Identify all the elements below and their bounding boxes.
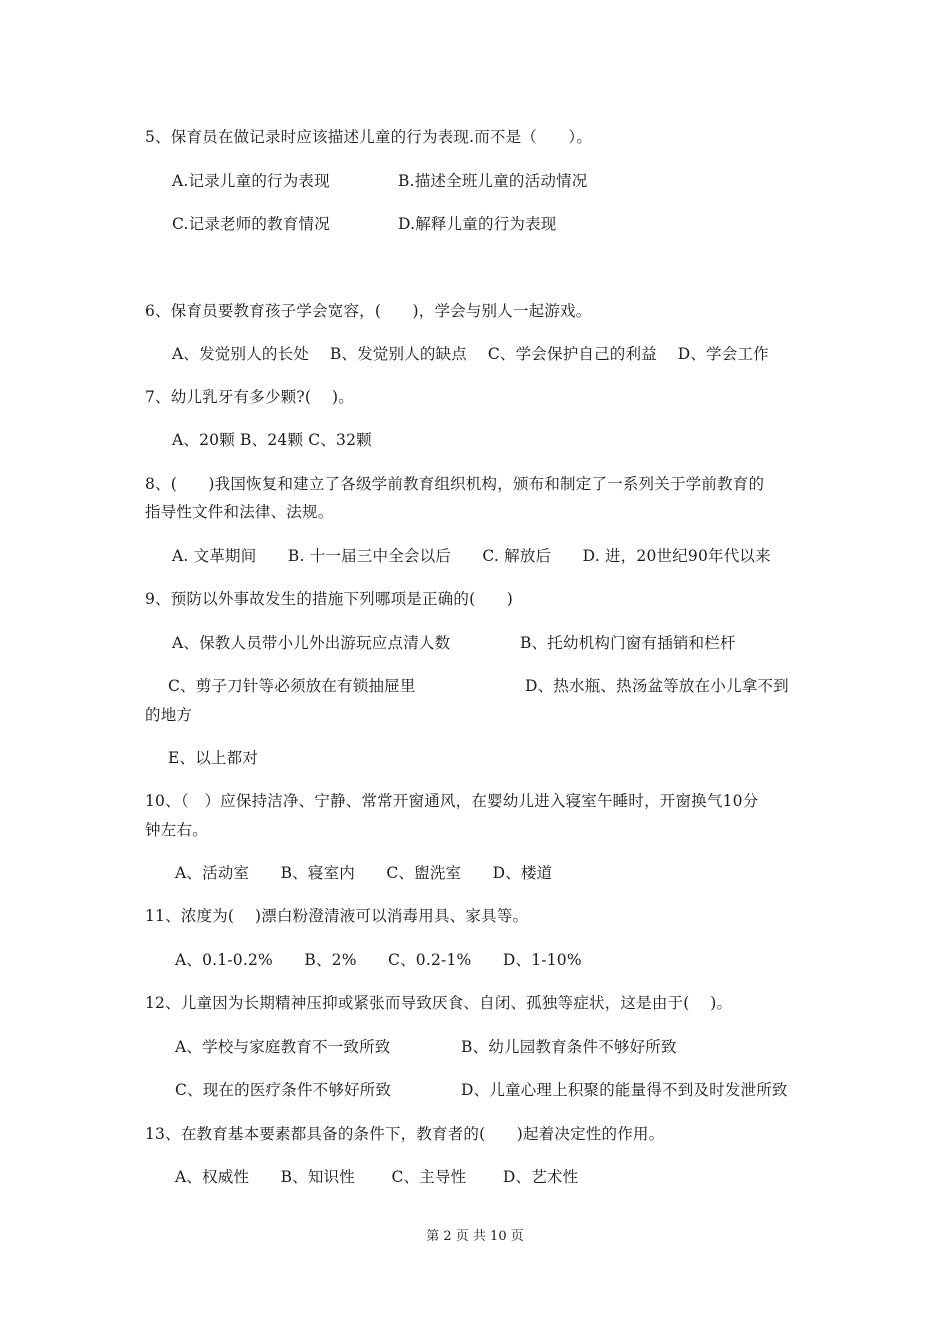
question-8-options: A. 文革期间 B. 十一届三中全会以后 C. 解放后 D. 进，20世纪90年代以来 bbox=[172, 547, 771, 565]
page-number-footer: 第 2 页 共 10 页 bbox=[426, 1229, 524, 1244]
question-12-stem: 12、儿童因为长期精神压抑或紧张而导致厌食、自闭、孤独等症状，这是由于( )。 bbox=[145, 994, 733, 1012]
question-11-options: A、0.1-0.2% B、2% C、0.2-1% D、1-10% bbox=[175, 951, 582, 969]
question-5-option-c: C.记录老师的教育情况 bbox=[172, 215, 330, 233]
question-5-option-a: A.记录儿童的行为表现 bbox=[172, 172, 330, 190]
question-6-options: A、发觉别人的长处 B、发觉别人的缺点 C、学会保护自己的利益 D、学会工作 bbox=[172, 345, 769, 363]
question-13-options: A、权威性 B、知识性 C、主导性 D、艺术性 bbox=[175, 1168, 579, 1186]
question-7-options: A、20颗 B、24颗 C、32颗 bbox=[172, 431, 372, 449]
question-10-options: A、活动室 B、寝室内 C、盥洗室 D、楼道 bbox=[175, 864, 553, 882]
question-9-option-a: A、保教人员带小儿外出游玩应点清人数 bbox=[172, 634, 451, 652]
question-12-option-a: A、学校与家庭教育不一致所致 bbox=[175, 1038, 391, 1056]
question-5-option-b: B.描述全班儿童的活动情况 bbox=[398, 172, 588, 190]
question-9-option-e: E、以上都对 bbox=[168, 749, 259, 767]
question-9-stem: 9、预防以外事故发生的措施下列哪项是正确的( ) bbox=[145, 590, 513, 608]
question-12-option-b: B、幼儿园教育条件不够好所致 bbox=[461, 1038, 677, 1056]
question-10-stem-line2: 钟左右。 bbox=[145, 821, 208, 839]
question-9-option-d-line2: 的地方 bbox=[145, 706, 193, 724]
question-9-option-c: C、剪子刀针等必须放在有锁抽屉里 bbox=[168, 677, 416, 695]
question-12-option-c: C、现在的医疗条件不够好所致 bbox=[175, 1081, 392, 1099]
question-12-option-d: D、儿童心理上积聚的能量得不到及时发泄所致 bbox=[461, 1081, 788, 1099]
question-13-stem: 13、在教育基本要素都具备的条件下，教育者的( )起着决定性的作用。 bbox=[145, 1125, 665, 1143]
question-10-stem-line1: 10、（ ）应保持洁净、宁静、常常开窗通风，在婴幼儿进入寝室午睡时，开窗换气10分 bbox=[145, 792, 759, 810]
question-9-option-d-line1: D、热水瓶、热汤盆等放在小儿拿不到 bbox=[525, 677, 789, 695]
question-5-stem: 5、保育员在做记录时应该描述儿童的行为表现.而不是（ ）。 bbox=[145, 128, 593, 146]
question-11-stem: 11、浓度为( )漂白粉澄清液可以消毒用具、家具等。 bbox=[145, 907, 529, 925]
question-9-option-b: B、托幼机构门窗有插销和栏杆 bbox=[520, 634, 736, 652]
question-8-stem-line1: 8、( )我国恢复和建立了各级学前教育组织机构，颁布和制定了一系列关于学前教育的 bbox=[145, 475, 765, 493]
question-8-stem-line2: 指导性文件和法律、法规。 bbox=[145, 503, 334, 521]
question-7-stem: 7、幼儿乳牙有多少颗?( )。 bbox=[145, 388, 354, 406]
question-6-stem: 6、保育员要教育孩子学会宽容，( )，学会与别人一起游戏。 bbox=[145, 302, 592, 320]
question-5-option-d: D.解释儿童的行为表现 bbox=[398, 215, 557, 233]
